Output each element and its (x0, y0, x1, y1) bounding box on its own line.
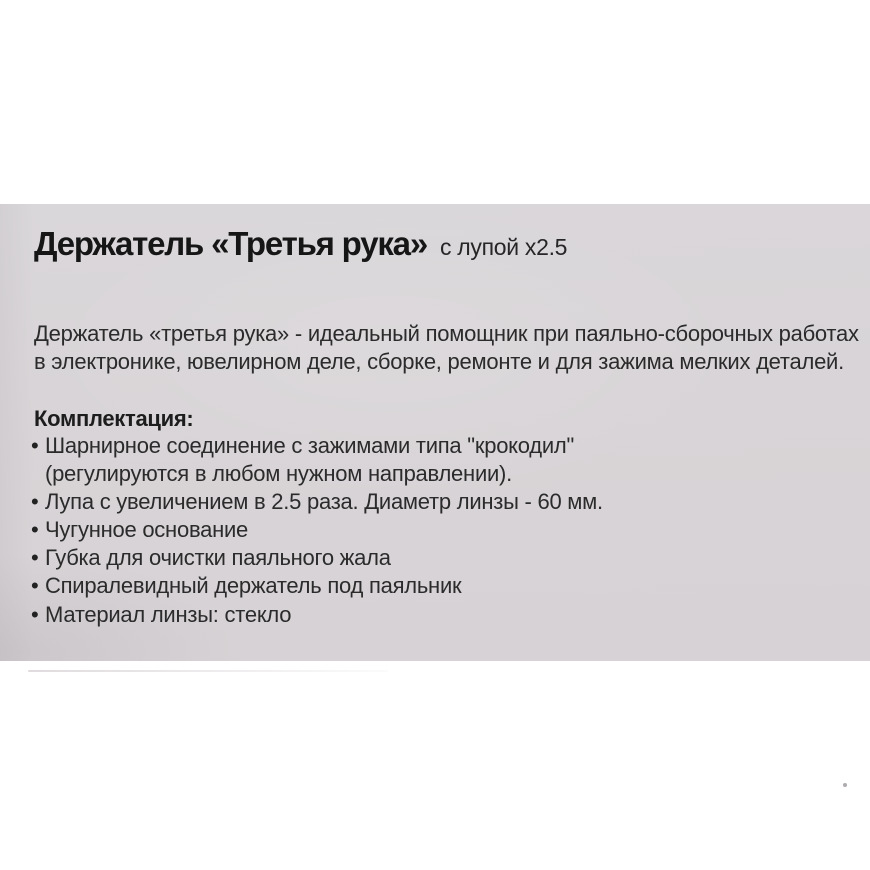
list-item-line: Чугунное основание (45, 517, 249, 543)
bullet-icon: • (31, 545, 39, 571)
title-row (34, 224, 567, 264)
product-title: Держатель «Третья рука» (34, 225, 427, 262)
package-edge-line (28, 670, 388, 672)
description-line: в электронике, ювелирном деле, сборке, ремонте и для зажима мелких деталей. (34, 348, 844, 374)
bullet-icon: • (31, 489, 39, 515)
description-line: Держатель «третья рука» - идеальный помощник при паяльно-сборочных работах (34, 321, 859, 346)
contents-heading: Комплектация: (34, 406, 194, 431)
contents-list (31, 432, 603, 629)
list-item-text (45, 572, 461, 600)
list-item-text (45, 432, 574, 488)
product-subtitle: с лупой х2.5 (439, 234, 568, 260)
list-item-text (45, 488, 603, 516)
list-item-text (45, 601, 291, 629)
list-item-line: (регулируются в любом нужном направлении). (45, 461, 512, 487)
list-item-line: Спиралевидный держатель под паяльник (45, 573, 462, 599)
list-item (31, 544, 603, 572)
list-item-line: Лупа с увеличением в 2.5 раза. Диаметр линзы - 60 мм. (45, 489, 603, 515)
list-item (31, 432, 603, 488)
list-item (31, 488, 603, 516)
list-item-text (45, 516, 248, 544)
product-description (34, 320, 859, 375)
product-label-panel (0, 204, 870, 661)
list-item-line: Губка для очистки паяльного жала (45, 545, 391, 571)
list-item-text (45, 544, 391, 572)
list-item (31, 516, 603, 544)
contents-section (31, 405, 603, 629)
bullet-icon: • (31, 517, 39, 543)
list-item (31, 572, 603, 600)
bullet-icon: • (31, 433, 39, 458)
list-item (31, 601, 603, 629)
list-item-line: Материал линзы: стекло (45, 601, 292, 627)
bullet-icon: • (31, 601, 39, 627)
list-item-line: Шарнирное соединение с зажимами типа "крокодил" (45, 433, 575, 458)
dust-speck (843, 783, 847, 787)
bullet-icon: • (31, 573, 39, 599)
